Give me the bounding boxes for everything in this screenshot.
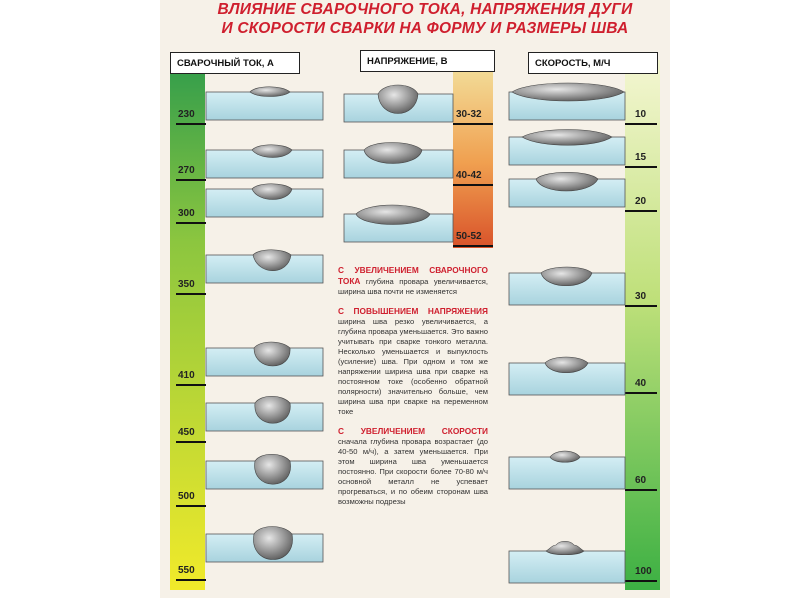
title-line-1: ВЛИЯНИЕ СВАРОЧНОГО ТОКА, НАПРЯЖЕНИЯ ДУГИ [217,1,633,18]
speed-column-header: СКОРОСТЬ, М/Ч [528,52,658,74]
weld-plate [206,145,323,178]
current-tick-label: 230 [178,109,195,120]
weld-plate [509,357,625,395]
weld-plate [509,83,625,120]
current-tick-label: 300 [178,208,195,219]
speed-tick-label: 15 [635,152,647,163]
voltage-column-header: НАПРЯЖЕНИЕ, В [360,50,495,72]
weld-plate [206,527,323,563]
weld-plate [206,396,323,431]
note-speed-heading: С УВЕЛИЧЕНИЕМ СКОРОСТИ [338,426,488,436]
weld-plate [206,250,323,283]
current-tick-label: 500 [178,491,195,502]
weld-plate [206,87,323,120]
current-tick-label: 550 [178,565,195,576]
note-speed [338,426,488,507]
note-current [338,265,488,297]
weld-plate [206,342,323,376]
current-tick-label: 350 [178,279,195,290]
weld-plate [509,451,625,489]
weld-plate [206,454,323,489]
weld-plate [344,85,453,122]
voltage-tick-label: 50-52 [456,231,482,242]
weld-plate [509,541,625,583]
note-voltage-body: ширина шва резко увеличивается, а глубина провара уменьшается. Это важно учитывать при сварке тонкого металла. Несколько уменьшается и выпуклость (усиление) шва. При одном и том же напряжении ширина шва при сварке на постоянном токе (особенно обратной полярности) значительно больше, чем ширина шва при сварке на переменном токе [338,317,488,416]
speed-tick-label: 100 [635,566,652,577]
current-tick-label: 450 [178,427,195,438]
speed-tick-label: 40 [635,378,647,389]
note-voltage-heading: С ПОВЫШЕНИЕМ НАПРЯЖЕНИЯ [338,306,488,316]
current-column-header: СВАРОЧНЫЙ ТОК, А [170,52,300,74]
weld-plate [344,205,453,242]
weld-plate [344,143,453,179]
note-current-heading: С УВЕЛИЧЕНИЕМ СВАРОЧНОГО ТОКА [338,265,488,286]
note-speed-body: сначала глубина провара возрастает (до 40-50 м/ч), а затем уменьшается. При этом ширина шва уменьшается постоянно. При скорости более 70-80 м/ч основной металл не успевает прогреваться, и по обеим сторонам шва возможны подрезы [338,437,488,506]
note-voltage [338,306,488,417]
speed-tick-label: 10 [635,109,647,120]
speed-tick-label: 60 [635,475,647,486]
current-tick-label: 270 [178,165,195,176]
voltage-tick-label: 30-32 [456,109,482,120]
title-line-2: И СКОРОСТИ СВАРКИ НА ФОРМУ И РАЗМЕРЫ ШВА [221,20,629,37]
weld-plate [509,267,625,305]
current-tick-label: 410 [178,370,195,381]
weld-plate [509,130,625,166]
weld-plate [206,184,323,217]
note-current-body: глубина провара увеличивается, ширина шва почти не изменяется [338,277,488,296]
voltage-tick-label: 40-42 [456,170,482,181]
weld-plate [509,172,625,207]
speed-tick-label: 30 [635,291,647,302]
speed-tick-label: 20 [635,196,647,207]
explanatory-notes [338,265,488,516]
